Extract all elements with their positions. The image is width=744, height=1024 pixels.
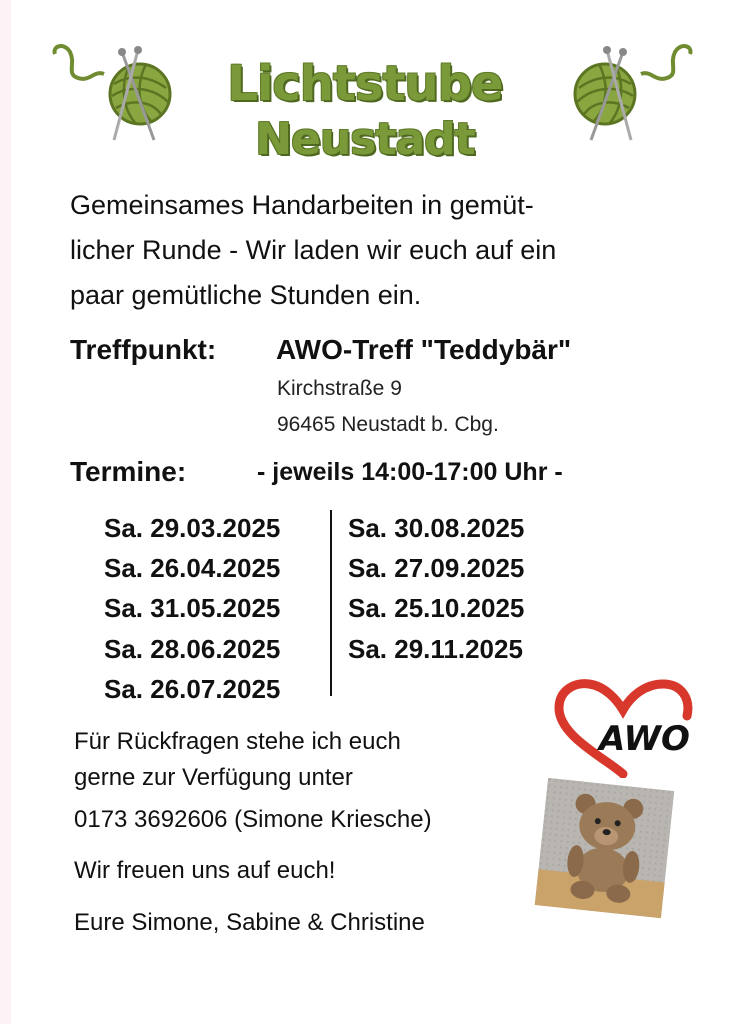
yarn-ball-icon	[50, 44, 180, 144]
date-item: Sa. 26.04.2025	[104, 553, 281, 583]
schedule-label: Termine:	[70, 456, 187, 487]
teddy-bear-photo	[535, 778, 675, 919]
awo-logo	[545, 678, 697, 778]
intro-line: Gemeinsames Handarbeiten in gemüt-	[70, 190, 534, 220]
intro-line: paar gemütliche Stunden ein.	[70, 280, 422, 310]
intro-line: licher Runde - Wir laden wir euch auf ein	[70, 235, 557, 265]
signature: Eure Simone, Sabine & Christine	[74, 909, 425, 936]
date-item: Sa. 28.06.2025	[104, 634, 281, 664]
date-item: Sa. 26.07.2025	[104, 674, 281, 704]
greeting: Wir freuen uns auf euch!	[74, 857, 336, 884]
contact-phone: 0173 3692606 (Simone Kriesche)	[74, 806, 432, 833]
contact-line: Für Rückfragen stehe ich euch	[74, 728, 401, 755]
title-line-2: Neustadt	[255, 114, 475, 165]
contact-line: gerne zur Verfügung unter	[74, 764, 353, 791]
meeting-label: Treffpunkt:	[70, 334, 217, 365]
date-item: Sa. 31.05.2025	[104, 593, 281, 623]
date-item: Sa. 30.08.2025	[348, 513, 525, 543]
date-divider	[330, 510, 332, 696]
meeting-venue: AWO-Treff "Teddybär"	[276, 334, 572, 365]
schedule-time: - jeweils 14:00-17:00 Uhr -	[257, 458, 563, 486]
title-line-1: Lichtstube	[227, 56, 503, 112]
date-item: Sa. 25.10.2025	[348, 593, 525, 623]
address-city: 96465 Neustadt b. Cbg.	[277, 413, 499, 436]
awo-logo-text: AWO	[599, 719, 690, 759]
yarn-ball-icon	[565, 44, 695, 144]
date-item: Sa. 29.03.2025	[104, 513, 281, 543]
address-street: Kirchstraße 9	[277, 377, 402, 400]
date-item: Sa. 29.11.2025	[348, 634, 523, 664]
date-item: Sa. 27.09.2025	[348, 553, 525, 583]
intro-text	[70, 183, 690, 318]
